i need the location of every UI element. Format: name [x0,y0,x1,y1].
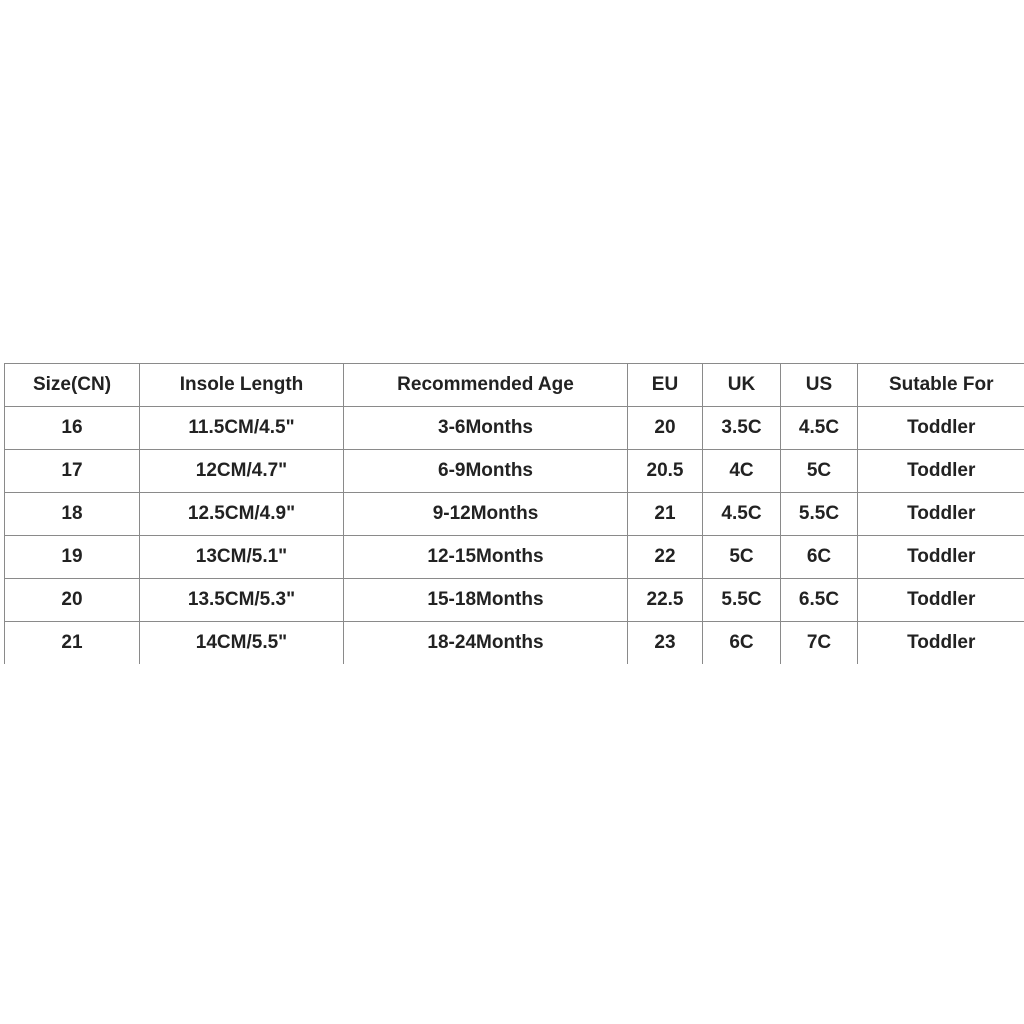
cell-eu: 20 [628,407,703,450]
cell-us: 6.5C [781,579,858,622]
cell-eu: 22 [628,536,703,579]
cell-recommended-age: 15-18Months [344,579,628,622]
cell-size-cn: 18 [5,493,140,536]
cell-insole-length: 12.5CM/4.9" [140,493,344,536]
cell-suitable-for: Toddler [858,407,1024,450]
cell-insole-length: 14CM/5.5" [140,622,344,665]
cell-eu: 22.5 [628,579,703,622]
cell-suitable-for: Toddler [858,579,1024,622]
cell-suitable-for: Toddler [858,622,1024,665]
cell-size-cn: 21 [5,622,140,665]
cell-us: 7C [781,622,858,665]
header-suitable-for: Sutable For [858,364,1024,407]
cell-eu: 21 [628,493,703,536]
header-recommended-age: Recommended Age [344,364,628,407]
cell-uk: 5.5C [703,579,781,622]
cell-suitable-for: Toddler [858,450,1024,493]
cell-size-cn: 16 [5,407,140,450]
cell-uk: 6C [703,622,781,665]
cell-eu: 23 [628,622,703,665]
table-header-row [5,364,1024,407]
cell-size-cn: 19 [5,536,140,579]
table-row [5,579,1024,622]
cell-eu: 20.5 [628,450,703,493]
cell-insole-length: 13.5CM/5.3" [140,579,344,622]
cell-size-cn: 17 [5,450,140,493]
cell-recommended-age: 3-6Months [344,407,628,450]
header-us: US [781,364,858,407]
cell-us: 4.5C [781,407,858,450]
cell-recommended-age: 12-15Months [344,536,628,579]
cell-suitable-for: Toddler [858,493,1024,536]
table-row [5,622,1024,665]
cell-us: 5C [781,450,858,493]
cell-suitable-for: Toddler [858,536,1024,579]
cell-uk: 4.5C [703,493,781,536]
header-size-cn: Size(CN) [5,364,140,407]
size-chart-table [4,363,1024,664]
cell-recommended-age: 9-12Months [344,493,628,536]
cell-recommended-age: 18-24Months [344,622,628,665]
table-row [5,536,1024,579]
cell-recommended-age: 6-9Months [344,450,628,493]
table-row [5,450,1024,493]
cell-us: 6C [781,536,858,579]
cell-insole-length: 12CM/4.7" [140,450,344,493]
cell-uk: 4C [703,450,781,493]
table-row [5,407,1024,450]
cell-insole-length: 13CM/5.1" [140,536,344,579]
cell-uk: 5C [703,536,781,579]
cell-insole-length: 11.5CM/4.5" [140,407,344,450]
cell-size-cn: 20 [5,579,140,622]
cell-uk: 3.5C [703,407,781,450]
header-eu: EU [628,364,703,407]
header-uk: UK [703,364,781,407]
cell-us: 5.5C [781,493,858,536]
header-insole-length: Insole Length [140,364,344,407]
table-row [5,493,1024,536]
